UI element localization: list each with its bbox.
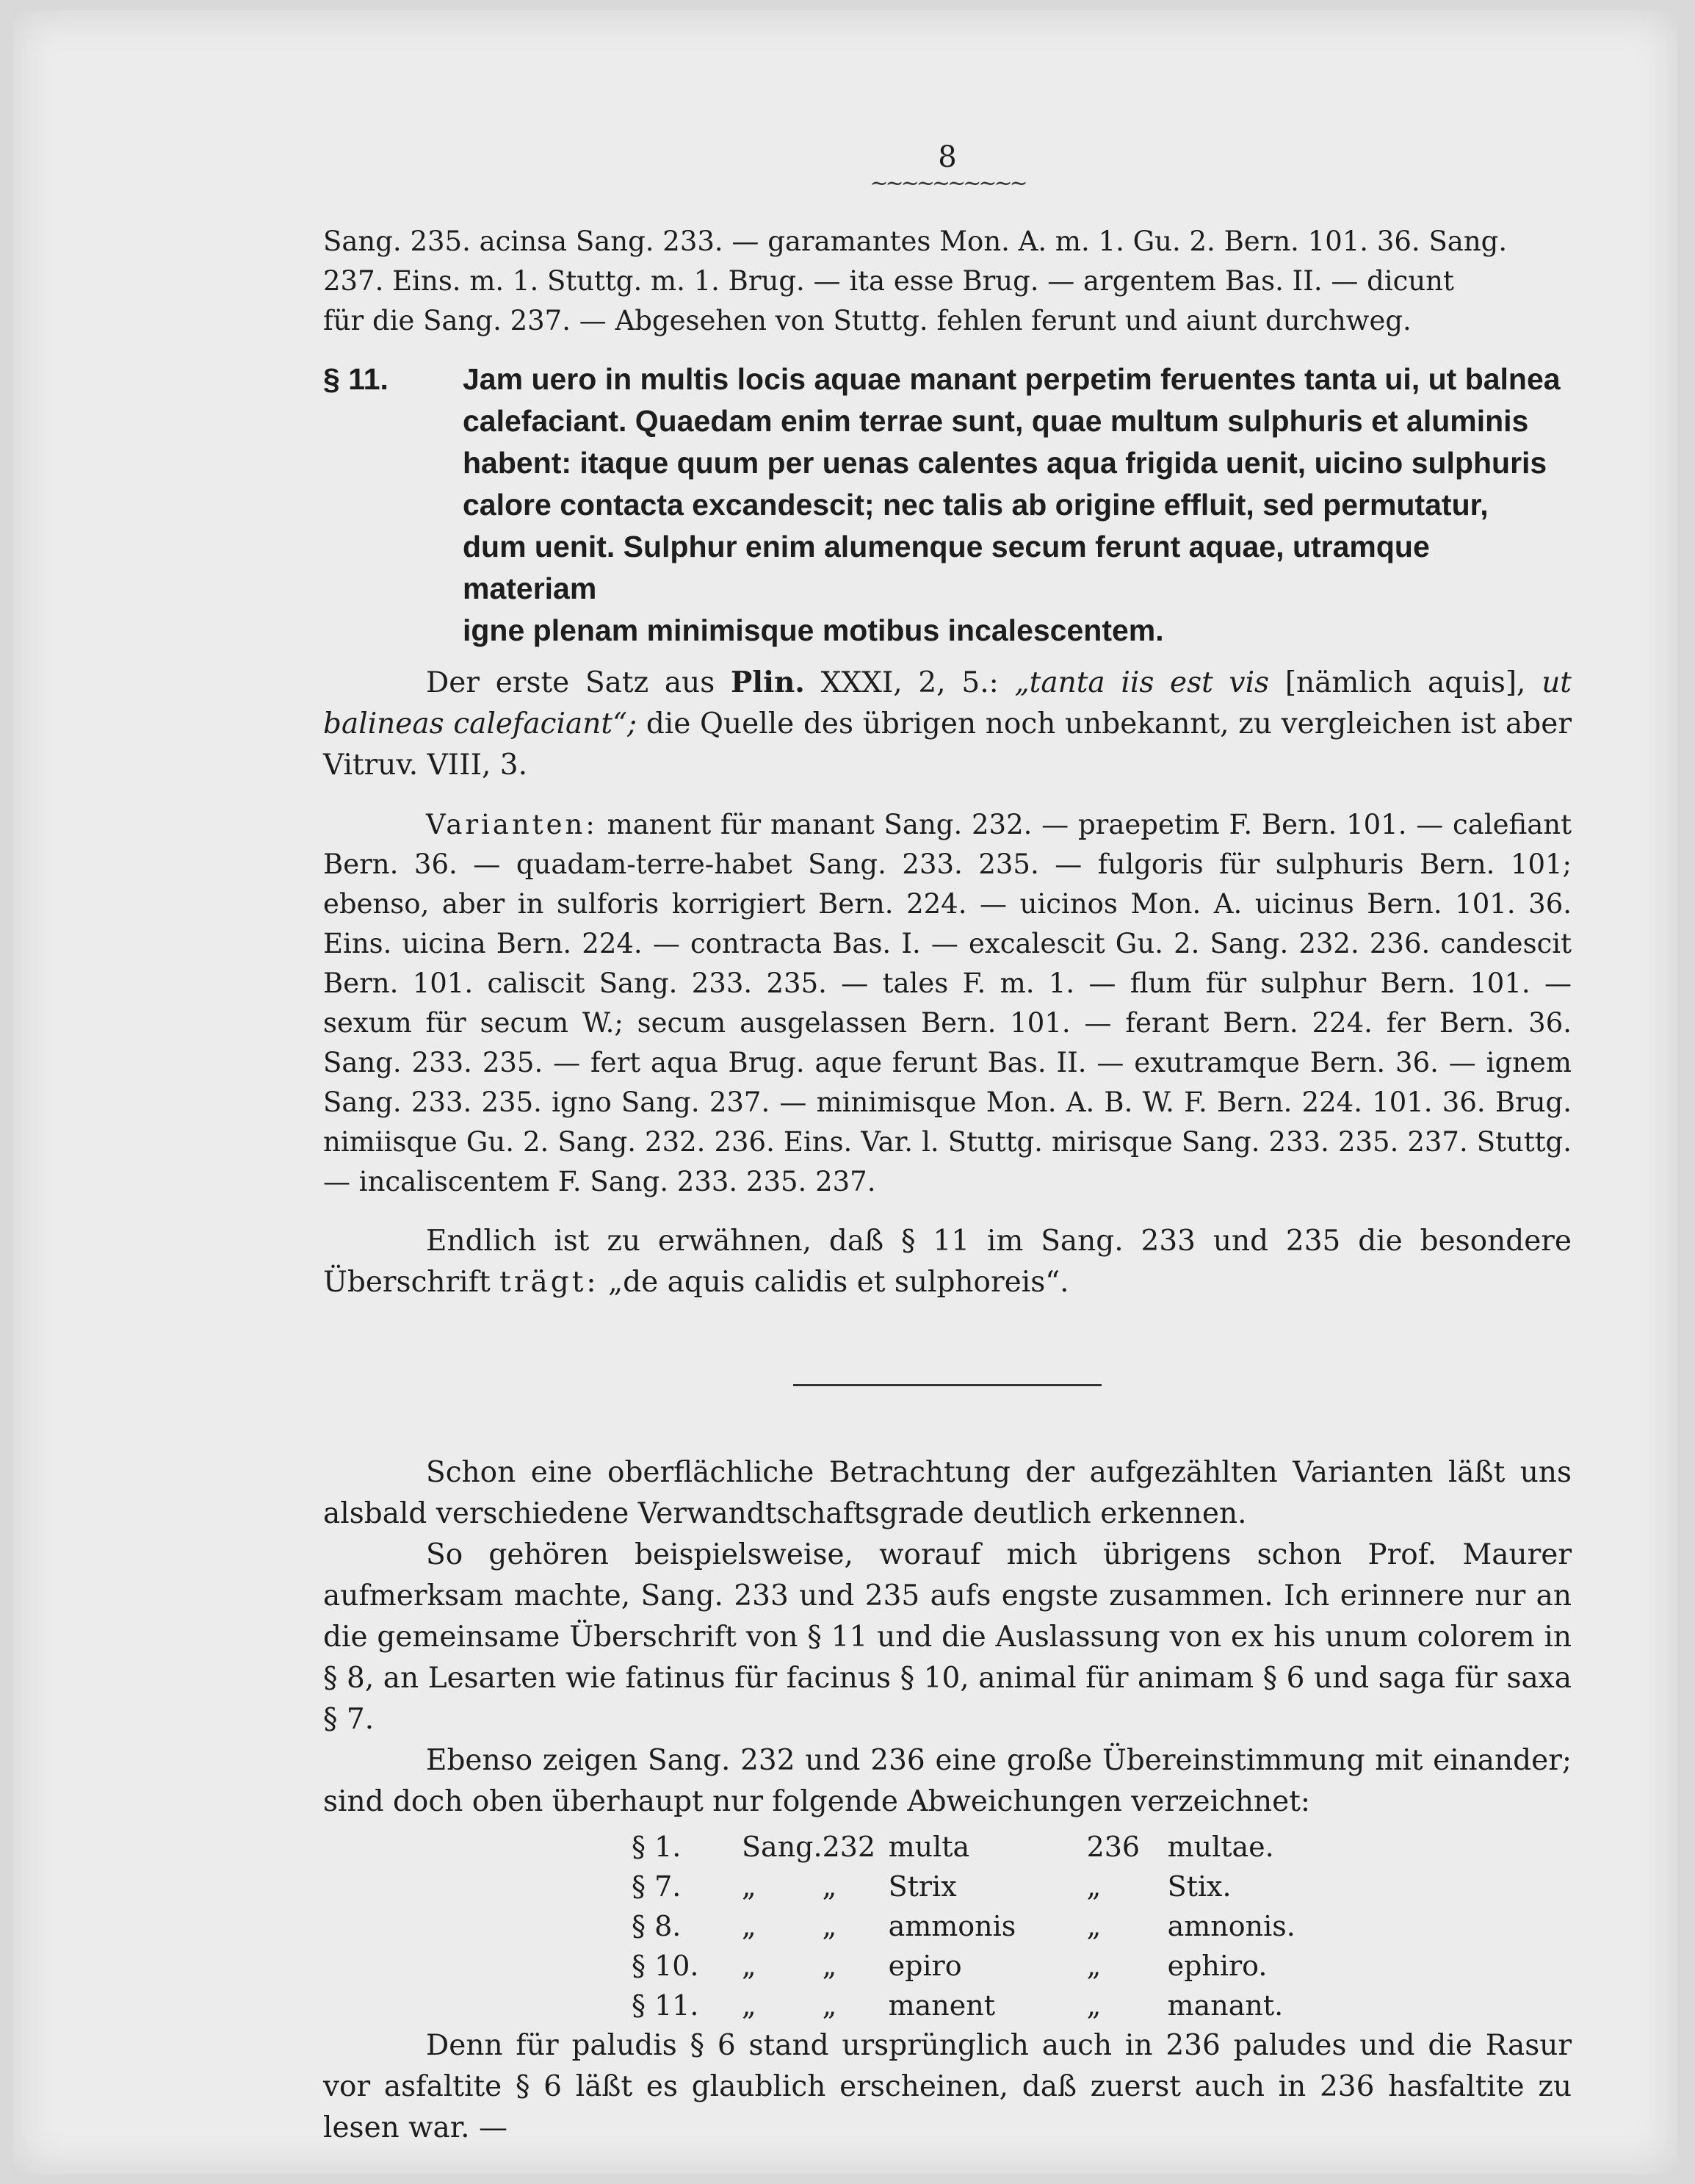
section-line: calore contacta excandescit; nec talis ab origine effluit, sed permutatur, — [463, 488, 1489, 522]
table-row — [632, 1986, 1388, 2025]
table-row — [632, 1946, 1388, 1986]
source-note-text: Der erste Satz aus — [426, 666, 715, 699]
section-line: calefaciant. Quaedam enim terrae sunt, quae multum sulphuris et aluminis — [463, 404, 1529, 438]
section-11-text — [323, 358, 1572, 652]
discussion-paragraph: Schon eine oberflächliche Betrachtung der aufgezählten Varianten läßt uns alsbald verschiedene Verwandtschaftsgrade deutlich erkennen. — [323, 1456, 1572, 1530]
cell-number: „ — [822, 1870, 837, 1903]
cell-number: „ — [822, 1950, 837, 1982]
cell-reading: epiro — [888, 1950, 962, 1982]
page-number: 8 — [938, 140, 957, 174]
apparatus-line: für die Sang. 237. — Abgesehen von Stuttg. fehlen ferunt und aiunt durchweg. — [323, 305, 1412, 336]
endnote-text: Endlich ist zu erwähnen, daß § 11 im Sang. 233 und 235 die besondere Überschrift — [323, 1225, 1572, 1299]
section-line: dum uenit. Sulphur enim alumenque secum ferunt aquae, utramque materiam — [463, 530, 1430, 605]
cell-manuscript: „ — [742, 1989, 756, 2022]
source-quote: „tanta iis est vis — [1014, 666, 1270, 699]
cell-number: 236 — [1086, 1831, 1141, 1863]
cell-section: § 1. — [632, 1831, 682, 1863]
closing-paragraph: Denn für paludis § 6 stand ursprünglich auch in 236 paludes und die Rasur vor asfaltite § 6 läßt es glaublich erscheinen, daß zuerst auch in 236 hasfaltite zu lesen war. — — [323, 2029, 1572, 2144]
endnote — [323, 1221, 1572, 1303]
comparison-table — [632, 1827, 1388, 2025]
cell-reading: ammonis — [888, 1910, 1016, 1942]
source-note-text: VIII, 3. — [427, 749, 527, 782]
cell-number: „ — [1086, 1950, 1102, 1982]
section-divider — [793, 1384, 1102, 1386]
cell-manuscript: „ — [742, 1950, 756, 1982]
section-line: Jam uero in multis locis aquae manant perpetim feruentes tanta ui, ut balnea — [463, 362, 1561, 396]
cell-reading: Strix — [888, 1870, 957, 1903]
section-line: igne plenam minimisque motibus incalescentem. — [463, 613, 1164, 647]
cell-section: § 8. — [632, 1910, 682, 1942]
source-note-text: [nämlich aquis], — [1284, 666, 1526, 699]
variants-label: Varianten: — [426, 809, 598, 840]
cell-reading: multae. — [1167, 1831, 1274, 1863]
cell-number: „ — [822, 1989, 837, 2022]
source-note — [323, 662, 1572, 786]
cell-reading: manent — [888, 1989, 995, 2022]
table-row — [632, 1827, 1388, 1867]
endnote-quote: „de aquis calidis et sulphoreis“. — [607, 1266, 1069, 1299]
table-row — [632, 1867, 1388, 1906]
cell-section: § 10. — [632, 1950, 699, 1982]
apparatus-section-10 — [323, 222, 1572, 341]
cell-number: „ — [822, 1910, 837, 1942]
cell-reading: ephiro. — [1167, 1950, 1268, 1982]
table-row — [632, 1906, 1388, 1946]
cell-reading: amnonis. — [1167, 1910, 1295, 1942]
section-line: habent: itaque quum per uenas calentes aqua frigida uenit, uicino sulphuris — [463, 446, 1547, 480]
cell-number: „ — [1086, 1910, 1102, 1942]
cell-reading: manant. — [1167, 1989, 1284, 2022]
cell-number: „ — [1086, 1989, 1102, 2022]
source-ref: Plin. — [730, 666, 805, 699]
variants-list — [323, 805, 1572, 1202]
ornament-line: ~~~~~~~~~~ — [870, 170, 1025, 196]
source-ref-number: XXXI, 2, 5.: — [820, 666, 999, 699]
page-content — [323, 140, 1572, 2149]
cell-reading: Stix. — [1167, 1870, 1232, 1903]
variants-text: manent für manant Sang. 232. — praepetim F. Bern. 101. — calefiant Bern. 36. — quadam-terre-habet Sang. 233. 235. — fulgoris für sulphuris Bern. 101; ebenso, aber in sulforis korrigiert Bern. 224. — uicinos Mon. A. uicinus Bern. 101. 36. Eins. uicina Bern. 224. — contracta Bas. I. — excalescit Gu. 2. Sang. 232. 236. candescit Bern. 101. caliscit Sang. 233. 235. — tales F. m. 1. — flum für sulphur Bern. 101. — sexum für secum W.; secum ausgelassen Bern. 101. — ferant Bern. 224. fer Bern. 36. Sang. 233. 235. — fert aqua Brug. aque ferunt Bas. II. — exutramque Bern. 36. — ignem Sang. 233. 235. igno Sang. 237. — minimisque Mon. A. B. W. F. Bern. 224. 101. 36. Brug. nimiisque Gu. 2. Sang. 232. 236. Eins. Var. l. Stuttg. mirisque Sang. 233. 235. 237. Stuttg. — incaliscentem F. Sang. 233. 235. 237. — [323, 809, 1572, 1197]
cell-section: § 11. — [632, 1989, 699, 2022]
apparatus-line: 237. Eins. m. 1. Stuttg. m. 1. Brug. — ita esse Brug. — argentem Bas. II. — dicunt — [323, 265, 1454, 297]
cell-manuscript: „ — [742, 1910, 756, 1942]
cell-manuscript: Sang. — [742, 1831, 823, 1863]
discussion-paragraph: Ebenso zeigen Sang. 232 und 236 eine große Übereinstimmung mit einander; sind doch oben überhaupt nur folgende Abweichungen verzeichnet: — [323, 1744, 1572, 1818]
section-mark: § 11. — [323, 362, 388, 396]
cell-section: § 7. — [632, 1870, 682, 1903]
cell-reading: multa — [888, 1831, 970, 1863]
endnote-label: trägt: — [499, 1266, 599, 1299]
cell-number: 232 — [822, 1831, 876, 1863]
discussion-paragraph: So gehören beispielsweise, worauf mich übrigens schon Prof. Maurer aufmerksam machte, Sang. 233 und 235 aufs engste zusammen. Ich erinnere nur an die gemeinsame Überschrift von § 11 und die Auslassung von ex his unum colorem in § 8, an Lesarten wie fatinus für facinus § 10, animal für animam § 6 und saga für saxa § 7. — [323, 1538, 1572, 1736]
cell-number: „ — [1086, 1870, 1102, 1903]
apparatus-line: Sang. 235. acinsa Sang. 233. — garamantes Mon. A. m. 1. Gu. 2. Bern. 101. 36. Sang. — [323, 226, 1508, 257]
source-quote: ut balineas calefaciant“; — [323, 666, 1572, 740]
cell-manuscript: „ — [742, 1870, 756, 1903]
source-note-text: die Quelle des übrigen noch unbekannt, zu vergleichen ist aber Vitruv. — [323, 707, 1572, 782]
